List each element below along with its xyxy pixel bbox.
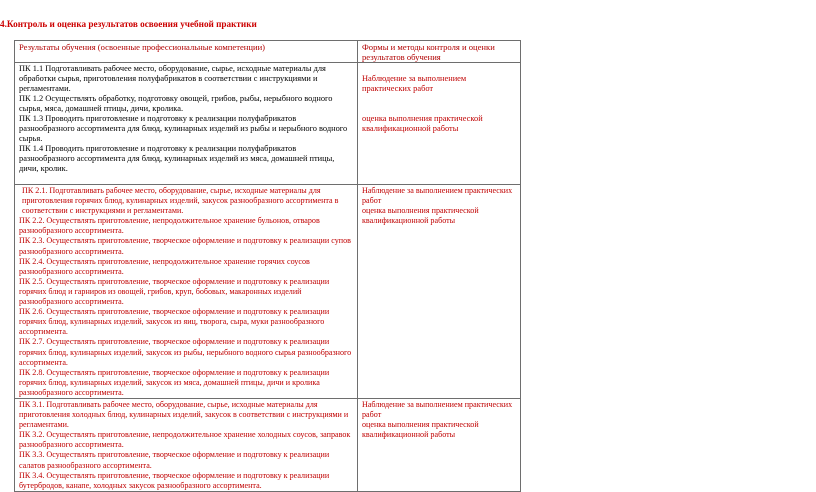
competency-item: ПК 2.2. Осуществлять приготовление, непродолжительное хранение бульонов, отваров разнообразного ассортимента.	[19, 216, 320, 236]
method-item: оценка выполнения практической квалификационной работы	[362, 206, 479, 226]
competency-item: ПК 2.7. Осуществлять приготовление, творческое оформление и подготовку к реализации горячих блюд, кулинарных изделий, закусок из рыбы, нерыбного водного сырья разнообразного ассортимента.	[19, 337, 352, 367]
competency-item: ПК 3.4. Осуществлять приготовление, творческое оформление и подготовку к реализации бутербродов, канапе, холодных закусок разнообразного ассортимента.	[19, 470, 330, 490]
page-title: 4.Контроль и оценка результатов освоения учебной практики	[0, 19, 257, 29]
method-item: оценка выполнения практической квалификационной работы	[362, 114, 483, 134]
assessment-table	[14, 40, 521, 492]
table-row	[15, 185, 521, 399]
competency-item: ПК 1.2 Осуществлять обработку, подготовку овощей, грибов, рыбы, нерыбного водного сырья, мяса, домашней птицы, дичи, кролика.	[19, 94, 333, 114]
header-methods: Формы и методы контроля и оценки результатов обучения	[358, 41, 521, 63]
competency-item: ПК 2.6. Осуществлять приготовление, творческое оформление и подготовку к реализации горячих блюд, кулинарных изделий, закусок из яиц, творога, сыра, муки разнообразного ассортимента.	[19, 307, 330, 337]
competencies-cell	[15, 185, 358, 399]
methods-cell	[358, 63, 521, 185]
method-item: Наблюдение за выполнением практических работ	[362, 186, 513, 206]
methods-cell	[358, 185, 521, 399]
competency-item: ПК 2.1. Подготавливать рабочее место, оборудование, сырье, исходные материалы для приготовления горячих блюд, кулинарных изделий, закусок разнообразного ассортимента в соответствии с инструкциями и регламентами.	[22, 186, 339, 216]
table-header-row	[15, 41, 521, 63]
method-item: Наблюдение за выполнением практических работ	[362, 74, 467, 94]
competency-item: ПК 2.8. Осуществлять приготовление, творческое оформление и подготовку к реализации горячих блюд, кулинарных изделий, закусок из мяса, домашней птицы, дичи и кролика разнообразного ассортимента.	[19, 367, 330, 397]
competency-item: ПК 3.3. Осуществлять приготовление, творческое оформление и подготовку к реализации салатов разнообразного ассортимента.	[19, 450, 330, 470]
competencies-cell	[15, 398, 358, 491]
competency-item: ПК 2.5. Осуществлять приготовление, творческое оформление и подготовку к реализации горячих блюд и гарниров из овощей, грибов, круп, бобовых, макаронных изделий разнообразного ассортимента.	[19, 276, 330, 307]
competency-item: ПК 3.2. Осуществлять приготовление, непродолжительное хранение холодных соусов, заправок разнообразного ассортимента.	[19, 430, 351, 450]
competency-item: ПК 2.4. Осуществлять приготовление, непродолжительное хранение горячих соусов разнообразного ассортимента.	[19, 256, 310, 276]
competency-item: ПК 1.4 Проводить приготовление и подготовку к реализации полуфабрикатов разнообразного ассортимента для блюд, кулинарных изделий из мяса, домашней птицы, дичи, кролик.	[19, 144, 335, 174]
header-competencies: Результаты обучения (освоенные профессиональные компетенции)	[15, 41, 358, 63]
competencies-cell	[15, 63, 358, 185]
competency-item: ПК 1.1 Подготавливать рабочее место, оборудование, сырье, исходные материалы для обработки сырья, приготовления полуфабрикатов в соответствии с инструкциями и регламентами.	[19, 64, 326, 94]
competency-item: ПК 2.3. Осуществлять приготовление, творческое оформление и подготовку к реализации супов разнообразного ассортимента.	[19, 236, 351, 256]
table-row	[15, 63, 521, 185]
method-item: оценка выполнения практической квалификационной работы	[362, 420, 479, 440]
competency-item: ПК 3.1. Подготавливать рабочее место, оборудование, сырье, исходные материалы для приготовления холодных блюд, кулинарных изделий, закусок в соответствии с инструкциями и регламентами.	[19, 399, 349, 430]
method-item: Наблюдение за выполнением практических работ	[362, 399, 513, 420]
methods-cell	[358, 398, 521, 491]
table-row	[15, 398, 521, 491]
competency-item: ПК 1.3 Проводить приготовление и подготовку к реализации полуфабрикатов разнообразного ассортимента для блюд, кулинарных изделий из рыбы и нерыбного водного сырья.	[19, 114, 348, 144]
